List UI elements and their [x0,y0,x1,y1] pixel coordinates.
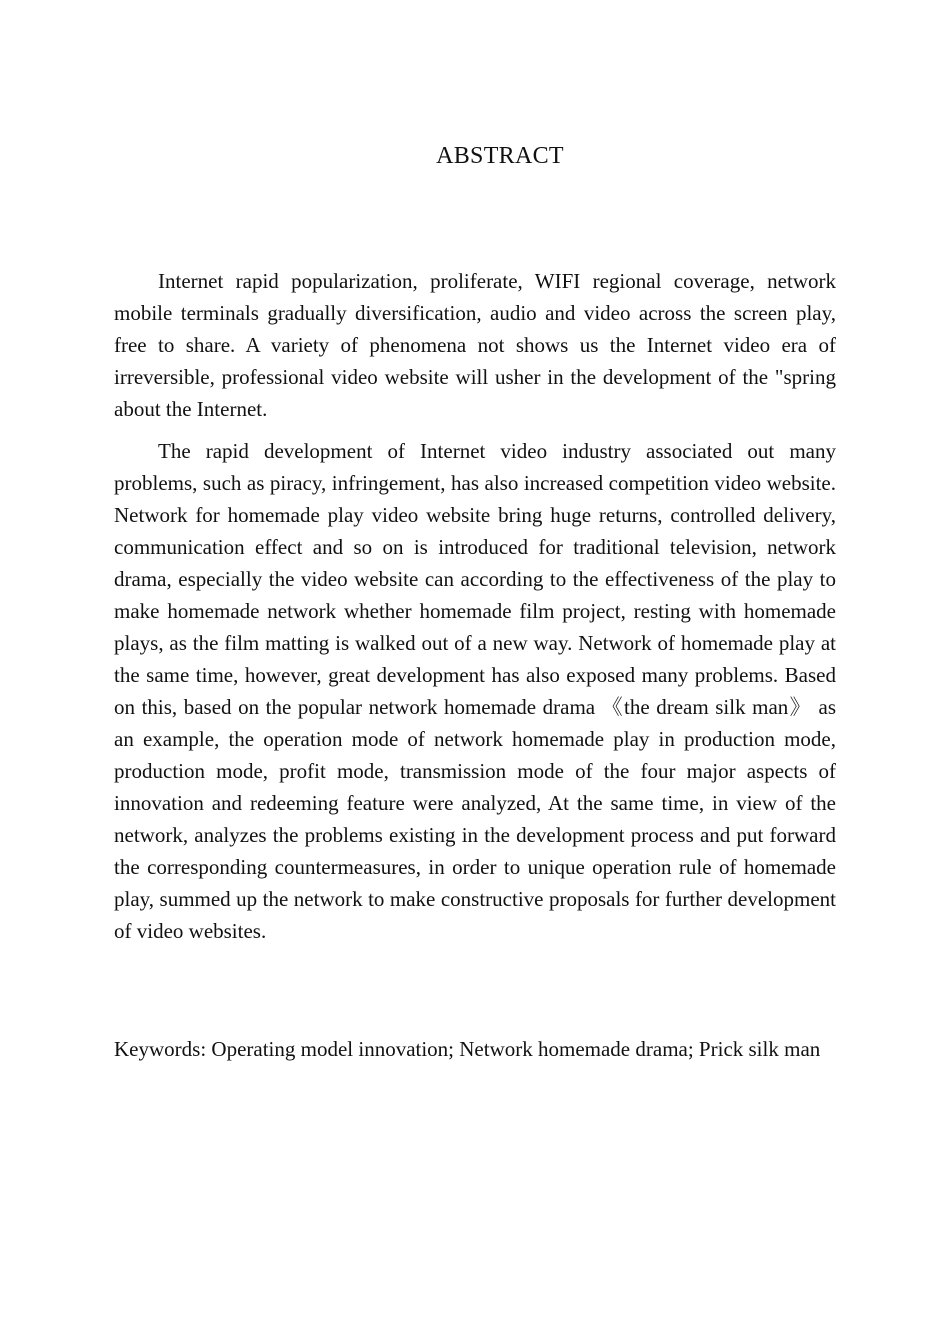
abstract-paragraph-1: Internet rapid popularization, proliferate, WIFI regional coverage, network mobile terminals gradually diversification, audio and video across the screen play, free to share. A variety of phenomena not shows us the Internet video era of irreversible, professional video website will usher in the development of the "spring about the Internet. [114,269,836,421]
page-title: ABSTRACT [436,143,564,169]
keywords-line: Keywords: Operating model innovation; Network homemade drama; Prick silk man [114,1037,821,1061]
abstract-paragraph-2: The rapid development of Internet video industry associated out many problems, such as piracy, infringement, has also increased competition video website. Network for homemade play video website bring huge returns, controlled delivery, communication effect and so on is introduced for traditional television, network drama, especially the video website can according to the effectiveness of the play to make homemade network whether homemade film project, resting with homemade plays, as the film matting is walked out of a new way. Network of homemade play at the same time, however, great development has also exposed many problems. Based on this, based on the popular network homemade drama 《the dream silk man》 as an example, the operation mode of network homemade play in production mode, production mode, profit mode, transmission mode of the four major aspects of innovation and redeeming feature were analyzed, At the same time, in view of the network, analyzes the problems existing in the development process and put forward the corresponding countermeasures, in order to unique operation rule of homemade play, summed up the network to make constructive proposals for further development of video websites. [114,439,836,943]
abstract-body [114,265,836,957]
